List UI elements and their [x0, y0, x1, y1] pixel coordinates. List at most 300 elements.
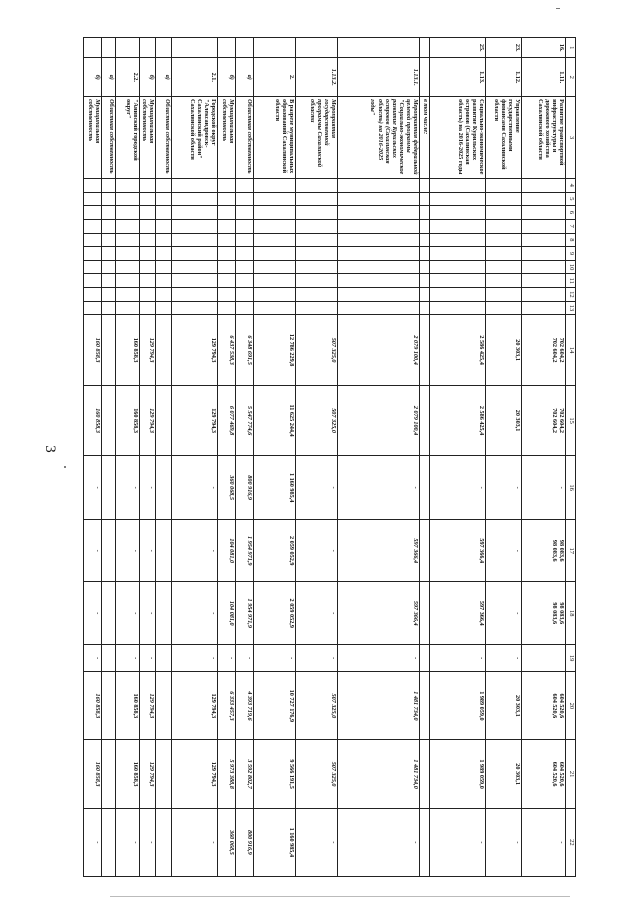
amount-cell: -	[84, 519, 102, 582]
table-cell	[218, 233, 236, 247]
table-cell	[522, 301, 566, 315]
page-number: 3	[42, 445, 58, 453]
amount-cell	[102, 645, 116, 672]
table-cell	[430, 206, 486, 220]
table-cell	[116, 233, 140, 247]
table-cell	[140, 274, 156, 288]
table-cell	[430, 247, 486, 261]
table-cell	[254, 192, 296, 206]
amount-cell: 160 858,3	[116, 672, 140, 740]
amount-cell	[102, 582, 116, 645]
amount-cell: 160 858,3	[84, 672, 102, 740]
table-cell	[430, 219, 486, 233]
table-cell	[172, 38, 218, 58]
amount-cell: -	[338, 645, 420, 672]
table-cell	[236, 260, 254, 274]
table-cell	[522, 192, 566, 206]
table-cell	[172, 233, 218, 247]
table-cell	[254, 233, 296, 247]
table-cell	[218, 219, 236, 233]
table-cell	[140, 247, 156, 261]
row-label-cell: Областная собственность	[156, 97, 172, 179]
amount-cell: 604 520,6 604 520,6	[522, 740, 566, 808]
column-header: 8	[566, 233, 576, 247]
table-cell	[420, 38, 430, 58]
table-cell	[486, 301, 522, 315]
amount-cell	[102, 740, 116, 808]
table-row	[218, 38, 236, 877]
column-header: 3	[566, 97, 576, 179]
table-cell	[254, 260, 296, 274]
table-cell	[236, 219, 254, 233]
table-cell	[102, 301, 116, 315]
table-cell	[172, 206, 218, 220]
amount-cell: 129 794,3	[172, 385, 218, 455]
table-cell	[140, 192, 156, 206]
amount-cell: -	[522, 456, 566, 520]
table-cell	[486, 178, 522, 192]
table-cell	[172, 301, 218, 315]
table-row	[236, 38, 254, 877]
amount-cell: 160 858,3	[116, 385, 140, 455]
table-row	[84, 38, 102, 877]
table-cell	[420, 178, 430, 192]
amount-cell: -	[486, 456, 522, 520]
amount-cell: 160 858,3	[84, 740, 102, 808]
amount-cell	[420, 582, 430, 645]
table-cell	[116, 260, 140, 274]
amount-cell: -	[430, 456, 486, 520]
row-label-cell: Мероприятия государственной программы Сахалинской области	[296, 97, 338, 179]
amount-cell: 597 366,4	[430, 582, 486, 645]
amount-cell: 6 333 457,3	[218, 672, 236, 740]
table-row	[296, 38, 338, 877]
table-cell	[522, 260, 566, 274]
table-cell	[296, 219, 338, 233]
table-cell	[140, 178, 156, 192]
amount-cell: 2 059 052,9	[254, 519, 296, 582]
table-cell	[522, 233, 566, 247]
table-header	[566, 38, 576, 877]
amount-cell: 160 858,3	[116, 740, 140, 808]
table-cell	[420, 288, 430, 302]
amount-cell	[102, 808, 116, 876]
amount-cell	[156, 672, 172, 740]
amount-cell	[156, 456, 172, 520]
amount-cell: 2 079 100,4	[338, 315, 420, 385]
amount-cell: 5 547 774,6	[236, 385, 254, 455]
amount-cell	[156, 519, 172, 582]
table-cell: 2.	[254, 58, 296, 97]
table-cell	[156, 301, 172, 315]
table-cell: 1.11.	[522, 58, 566, 97]
table-row	[102, 38, 116, 877]
amount-cell: -	[172, 582, 218, 645]
amount-cell: -	[486, 582, 522, 645]
amount-cell: 360 068,5	[218, 808, 236, 876]
table-cell	[296, 178, 338, 192]
table-cell	[420, 206, 430, 220]
column-header: 6	[566, 206, 576, 220]
table-cell	[140, 219, 156, 233]
column-header: 4	[566, 178, 576, 192]
table-cell	[140, 233, 156, 247]
rotated-table-region	[86, 37, 576, 877]
amount-cell: -	[172, 808, 218, 876]
table-cell	[218, 301, 236, 315]
amount-cell	[102, 672, 116, 740]
table-cell	[338, 192, 420, 206]
table-cell	[156, 219, 172, 233]
amount-cell: 2 586 425,4	[430, 385, 486, 455]
amount-cell: 1 481 734,0	[338, 740, 420, 808]
table-cell	[338, 38, 420, 58]
amount-cell: 20 303,1	[486, 315, 522, 385]
amount-cell	[420, 808, 430, 876]
amount-cell	[420, 519, 430, 582]
table-row	[156, 38, 172, 877]
table-cell	[236, 178, 254, 192]
amount-cell: -	[430, 808, 486, 876]
table-cell	[420, 219, 430, 233]
budget-table	[83, 37, 576, 877]
table-cell	[156, 247, 172, 261]
row-label-cell: в том числе:	[420, 97, 430, 179]
column-header: 16	[566, 456, 576, 520]
amount-cell: 597 366,4	[338, 519, 420, 582]
amount-cell: -	[296, 582, 338, 645]
amount-cell: 1 989 059,0	[430, 672, 486, 740]
table-row	[140, 38, 156, 877]
table-row	[172, 38, 218, 877]
table-cell	[338, 247, 420, 261]
table-cell	[236, 206, 254, 220]
table-cell	[430, 288, 486, 302]
table-cell: б)	[140, 58, 156, 97]
amount-cell: 5 973 388,8	[218, 740, 236, 808]
column-header: 12	[566, 288, 576, 302]
table-cell	[420, 58, 430, 97]
table-cell: б)	[84, 58, 102, 97]
amount-cell	[420, 672, 430, 740]
column-header: 5	[566, 192, 576, 206]
table-body	[84, 38, 566, 877]
table-cell	[116, 192, 140, 206]
table-cell: 25.	[430, 38, 486, 58]
row-label-cell: Областная собственность	[102, 97, 116, 179]
amount-cell: 160 858,3	[116, 315, 140, 385]
amount-cell: -	[116, 808, 140, 876]
table-cell	[156, 178, 172, 192]
table-cell	[218, 192, 236, 206]
table-cell	[430, 274, 486, 288]
table-cell	[156, 233, 172, 247]
amount-cell: 20 303,1	[486, 740, 522, 808]
column-header: 22	[566, 808, 576, 876]
table-cell	[172, 260, 218, 274]
column-header: 9	[566, 247, 576, 261]
amount-cell: -	[296, 645, 338, 672]
table-cell	[218, 206, 236, 220]
table-cell	[84, 274, 102, 288]
amount-cell: 129 794,3	[172, 315, 218, 385]
row-label-cell: Развитие транспортной инфраструктуры и дорожного хозяйства Сахалинской области	[522, 97, 566, 179]
amount-cell	[156, 645, 172, 672]
table-cell	[486, 233, 522, 247]
table-cell	[236, 38, 254, 58]
amount-cell: 129 794,3	[140, 672, 156, 740]
column-header: 11	[566, 274, 576, 288]
table-cell	[102, 233, 116, 247]
table-cell	[486, 288, 522, 302]
table-cell	[236, 247, 254, 261]
amount-cell: 507 325,0	[296, 385, 338, 455]
amount-cell	[102, 456, 116, 520]
amount-cell: 129 794,3	[140, 385, 156, 455]
table-cell	[296, 247, 338, 261]
amount-cell	[420, 456, 430, 520]
amount-cell: 160 858,3	[84, 315, 102, 385]
table-cell: а)	[102, 58, 116, 97]
table-cell: 2.2.	[116, 58, 140, 97]
table-cell	[218, 178, 236, 192]
table-cell	[522, 219, 566, 233]
table-row	[486, 38, 522, 877]
table-cell	[156, 260, 172, 274]
amount-cell	[102, 519, 116, 582]
amount-cell: 1 989 059,0	[430, 740, 486, 808]
amount-cell: -	[140, 808, 156, 876]
table-cell	[254, 288, 296, 302]
table-cell	[84, 288, 102, 302]
amount-cell: 129 794,3	[140, 315, 156, 385]
amount-cell: 129 794,3	[140, 740, 156, 808]
column-header: 13	[566, 301, 576, 315]
table-cell: 1.13.2.	[296, 58, 338, 97]
amount-cell: -	[430, 645, 486, 672]
table-cell	[102, 274, 116, 288]
table-row	[430, 38, 486, 877]
amount-cell: -	[236, 645, 254, 672]
table-cell	[338, 178, 420, 192]
amount-cell: 507 325,0	[296, 672, 338, 740]
amount-cell: 6 348 691,5	[236, 315, 254, 385]
table-cell	[420, 247, 430, 261]
amount-cell	[156, 740, 172, 808]
table-cell	[84, 233, 102, 247]
amount-cell	[420, 645, 430, 672]
table-cell	[102, 38, 116, 58]
amount-cell: 11 625 244,4	[254, 385, 296, 455]
amount-cell: 104 081,0	[218, 519, 236, 582]
amount-cell	[156, 582, 172, 645]
table-cell	[84, 247, 102, 261]
row-label-cell: В разрезе муниципальных образований Сахалинской области	[254, 97, 296, 179]
row-label-cell: Муниципальная собственность	[218, 97, 236, 179]
table-cell	[430, 233, 486, 247]
table-cell	[338, 301, 420, 315]
table-cell	[218, 38, 236, 58]
amount-cell: -	[140, 582, 156, 645]
table-cell	[102, 219, 116, 233]
amount-cell: 1 481 734,0	[338, 672, 420, 740]
table-cell	[84, 38, 102, 58]
column-header: 2	[566, 58, 576, 97]
table-cell	[486, 274, 522, 288]
table-cell	[296, 38, 338, 58]
table-cell	[254, 178, 296, 192]
table-cell	[116, 288, 140, 302]
table-cell: 23.	[486, 38, 522, 58]
amount-cell: 507 325,0	[296, 315, 338, 385]
table-cell	[116, 219, 140, 233]
table-cell	[236, 274, 254, 288]
table-cell	[254, 219, 296, 233]
amount-cell: 1 160 985,4	[254, 808, 296, 876]
row-label-cell: Мероприятия федеральной целевой программы "Социально-экономическое развитие Курильских островов (Сахалинская область) на 2016-2025 годы"	[338, 97, 420, 179]
amount-cell	[102, 385, 116, 455]
table-cell	[84, 301, 102, 315]
table-cell	[156, 274, 172, 288]
table-cell	[116, 178, 140, 192]
table-row	[116, 38, 140, 877]
amount-cell: 2 586 425,4	[430, 315, 486, 385]
column-header: 19	[566, 645, 576, 672]
table-cell	[156, 192, 172, 206]
table-cell: 16.	[522, 38, 566, 58]
table-cell	[156, 288, 172, 302]
table-cell	[84, 192, 102, 206]
amount-cell	[156, 808, 172, 876]
scan-speck	[64, 466, 66, 468]
table-cell	[102, 288, 116, 302]
amount-cell: 104 081,0	[218, 582, 236, 645]
table-cell: 2.1.	[172, 58, 218, 97]
amount-cell: -	[338, 456, 420, 520]
amount-cell: -	[296, 808, 338, 876]
table-cell	[254, 38, 296, 58]
column-header: 15	[566, 385, 576, 455]
amount-cell: -	[172, 645, 218, 672]
column-header: 18	[566, 582, 576, 645]
table-cell	[172, 219, 218, 233]
amount-cell: -	[140, 645, 156, 672]
table-cell	[338, 288, 420, 302]
amount-cell: -	[84, 808, 102, 876]
table-cell	[338, 206, 420, 220]
table-cell	[522, 178, 566, 192]
table-cell	[116, 274, 140, 288]
amount-cell: 1 160 985,4	[254, 456, 296, 520]
amount-cell: -	[218, 645, 236, 672]
amount-cell: 2 079 100,4	[338, 385, 420, 455]
table-cell	[172, 192, 218, 206]
table-cell	[486, 192, 522, 206]
table-cell: 1.13.	[430, 58, 486, 97]
table-cell	[116, 38, 140, 58]
table-cell	[218, 274, 236, 288]
table-cell	[172, 288, 218, 302]
table-cell	[420, 301, 430, 315]
amount-cell: -	[172, 519, 218, 582]
table-cell	[522, 206, 566, 220]
amount-cell: -	[486, 519, 522, 582]
table-cell	[486, 219, 522, 233]
table-cell	[172, 178, 218, 192]
amount-cell: 160 858,3	[84, 385, 102, 455]
table-cell: б)	[218, 58, 236, 97]
amount-cell: -	[116, 456, 140, 520]
column-header: 1	[566, 38, 576, 58]
amount-cell: 6 437 538,3	[218, 315, 236, 385]
table-cell	[140, 206, 156, 220]
amount-cell: 1 954 971,9	[236, 519, 254, 582]
amount-cell: 12 786 229,8	[254, 315, 296, 385]
amount-cell: 129 794,3	[172, 740, 218, 808]
amount-cell: 20 303,1	[486, 672, 522, 740]
table-cell	[116, 247, 140, 261]
amount-cell: 360 068,5	[218, 456, 236, 520]
table-cell	[156, 38, 172, 58]
amount-cell	[420, 385, 430, 455]
table-cell	[486, 260, 522, 274]
table-cell: 1.13.1.	[338, 58, 420, 97]
table-cell	[254, 301, 296, 315]
amount-cell: 702 604,2 702 604,2	[522, 385, 566, 455]
amount-cell: -	[140, 519, 156, 582]
amount-cell: 6 077 469,8	[218, 385, 236, 455]
amount-cell: 10 727 176,9	[254, 672, 296, 740]
table-cell	[296, 288, 338, 302]
table-cell	[102, 247, 116, 261]
amount-cell: -	[522, 808, 566, 876]
table-cell	[140, 260, 156, 274]
amount-cell: -	[254, 645, 296, 672]
table-row	[420, 38, 430, 877]
table-cell	[218, 247, 236, 261]
table-cell	[102, 178, 116, 192]
amount-cell: 800 916,9	[236, 808, 254, 876]
table-cell	[116, 206, 140, 220]
amount-cell: 98 083,6 98 083,6	[522, 519, 566, 582]
table-cell	[522, 274, 566, 288]
table-cell	[420, 274, 430, 288]
amount-cell: -	[84, 582, 102, 645]
header-row	[566, 38, 576, 877]
amount-cell: -	[116, 582, 140, 645]
amount-cell: 800 916,9	[236, 456, 254, 520]
amount-cell: 3 592 802,7	[236, 740, 254, 808]
amount-cell: 2 059 052,9	[254, 582, 296, 645]
table-cell	[486, 247, 522, 261]
table-cell	[420, 260, 430, 274]
table-cell: 1.12.	[486, 58, 522, 97]
table-cell	[236, 233, 254, 247]
table-cell	[296, 206, 338, 220]
table-cell	[254, 274, 296, 288]
table-cell	[236, 301, 254, 315]
table-cell	[254, 247, 296, 261]
table-cell	[430, 260, 486, 274]
table-cell	[218, 288, 236, 302]
table-cell	[296, 260, 338, 274]
amount-cell: 20 303,1	[486, 385, 522, 455]
table-cell	[296, 301, 338, 315]
table-cell	[338, 274, 420, 288]
amount-cell: -	[172, 456, 218, 520]
amount-cell: 597 366,4	[338, 582, 420, 645]
table-cell	[84, 260, 102, 274]
